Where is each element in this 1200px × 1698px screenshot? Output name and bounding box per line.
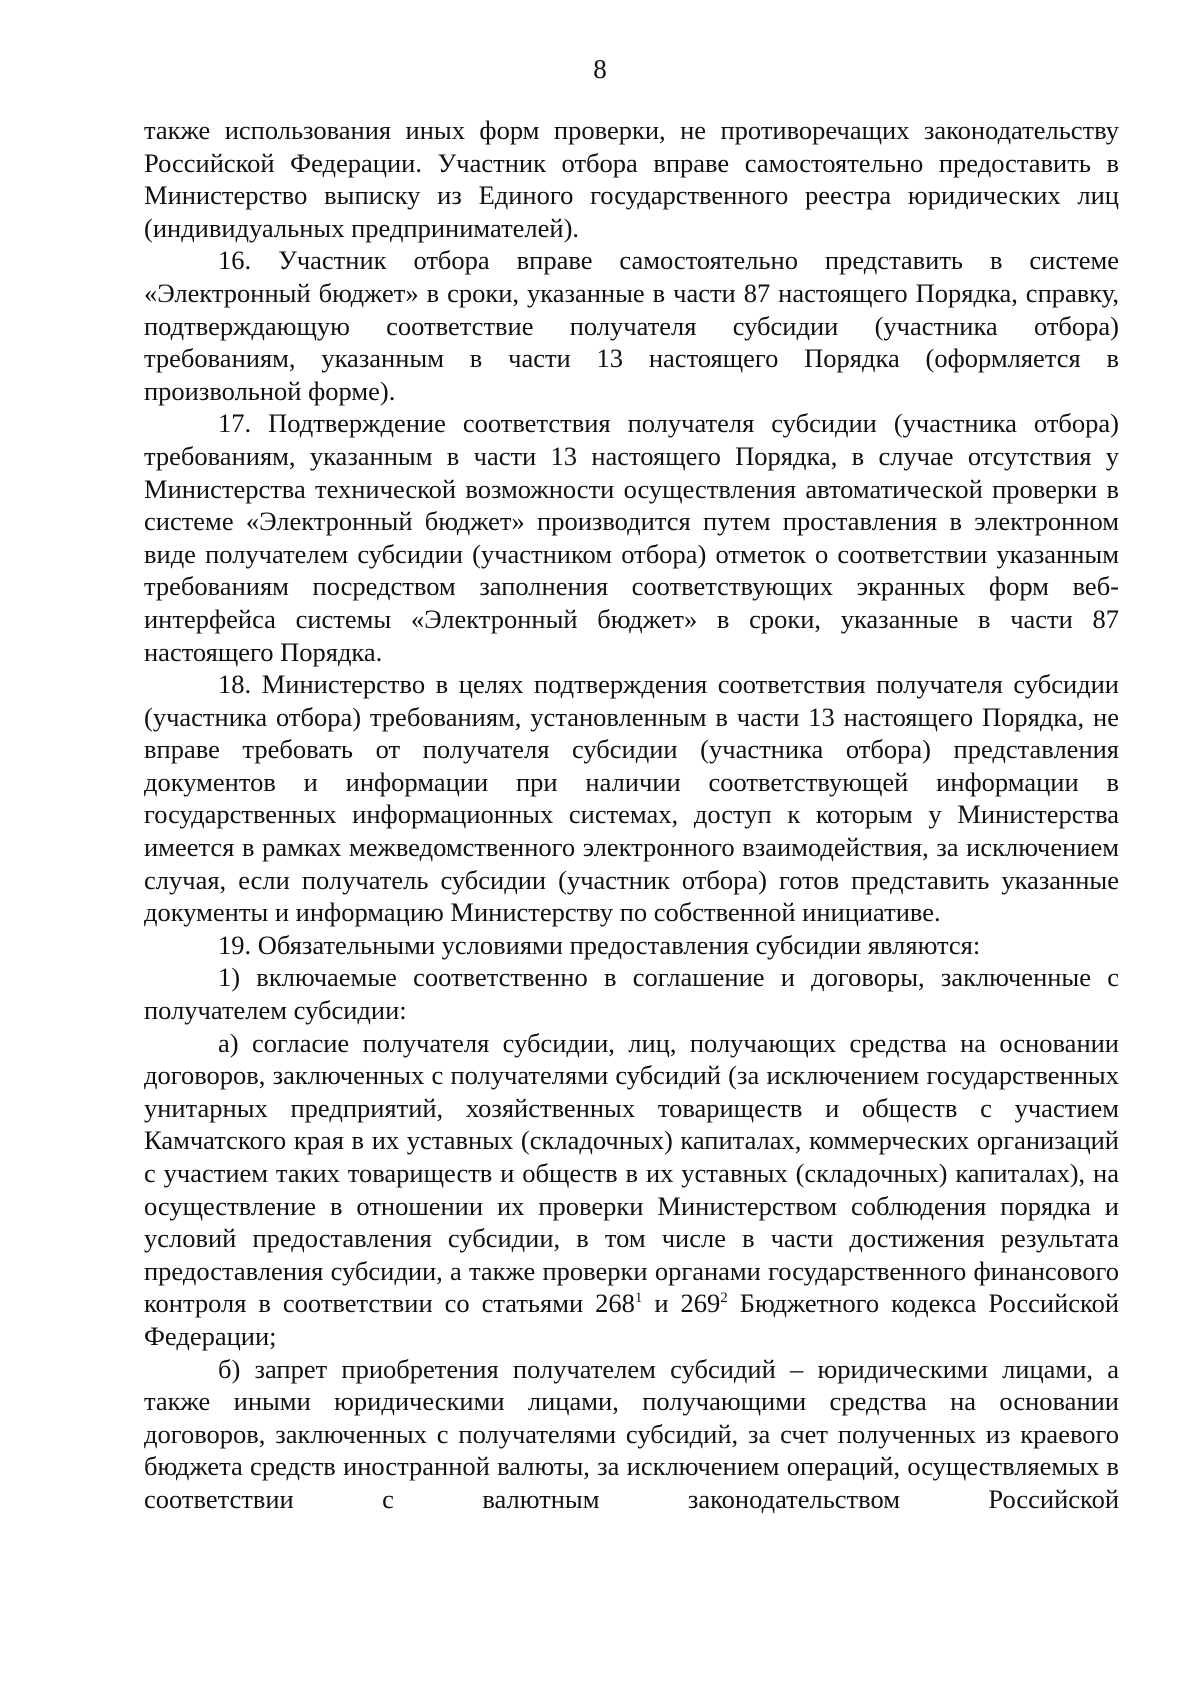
paragraph-18: 18. Министерство в целях подтверждения соответствия получателя субсидии (участника отбора) требованиям, установленным в части 13 настоящего Порядка, не вправе требовать от получателя субсидии (участника отбора) представления документов и информации при наличии соответствующей информации в государственных информационных системах, доступ к которым у Министерства имеется в рамках межведомственного электронного взаимодействия, за исключением случая, если получатель субсидии (участник отбора) готов представить указанные документы и информацию Министерству по собственной инициативе.	[144, 669, 1119, 928]
paragraph-19-item-1: 1) включаемые соответственно в соглашение и договоры, заключенные с получателем субсидии:	[144, 962, 1119, 1026]
paragraph-19-item-1a-text-middle: и 269	[642, 1288, 721, 1319]
document-body	[144, 114, 1119, 1516]
paragraph-19-item-1a-text: а) согласие получателя субсидии, лиц, получающих средства на основании договоров, заключенных с получателями субсидий (за исключением государственных унитарных предприятий, хозяйственных товариществ и обществ с участием Камчатского края в их уставных (складочных) капиталах, коммерческих организаций с участием таких товариществ и обществ в их уставных (складочных) капиталах), на осуществление в отношении их проверки Министерством соблюдения порядка и условий предоставления субсидии, в том числе в части достижения результата предоставления субсидии, а также проверки органами государственного финансового контроля в соответствии со статьями 268	[144, 1027, 1119, 1319]
page-number: 8	[593, 54, 607, 84]
paragraph-19-item-1a-text-end: Бюджетного кодекса Российской Федерации;	[144, 1288, 1120, 1351]
paragraph-17: 17. Подтверждение соответствия получателя субсидии (участника отбора) требованиям, указанным в части 13 настоящего Порядка, в случае отсутствия у Министерства технической возможности осуществления автоматической проверки в системе «Электронный бюджет» производится путем проставления в электронном виде получателем субсидии (участником отбора) отметок о соответствии указанным требованиям посредством заполнения соответствующих экранных форм веб-интерфейса системы «Электронный бюджет» в сроки, указанные в части 87 настоящего Порядка.	[144, 408, 1119, 667]
superscript-2: 2	[720, 1290, 728, 1307]
paragraph-continuation: также использования иных форм проверки, не противоречащих законодательству Российской Федерации. Участник отбора вправе самостоятельно предоставить в Министерство выписку из Единого государственного реестра юридических лиц (индивидуальных предпринимателей).	[144, 115, 1119, 243]
paragraph-19-item-1a	[144, 1027, 1119, 1353]
paragraph-19-item-1b: б) запрет приобретения получателем субсидий – юридическими лицами, а также иными юридическими лицами, получающими средства на основании договоров, заключенных с получателями субсидий, за счет полученных из краевого бюджета средств иностранной валюты, за исключением операций, осуществляемых в соответствии с валютным законодательством Российской	[144, 1353, 1119, 1514]
superscript-1: 1	[634, 1290, 643, 1307]
paragraph-19: 19. Обязательными условиями предоставления субсидии являются:	[218, 929, 981, 960]
paragraph-16: 16. Участник отбора вправе самостоятельно представить в системе «Электронный бюджет» в сроки, указанные в части 87 настоящего Порядка, справку, подтверждающую соответствие получателя субсидии (участника отбора) требованиям, указанным в части 13 настоящего Порядка (оформляется в произвольной форме).	[144, 245, 1119, 406]
